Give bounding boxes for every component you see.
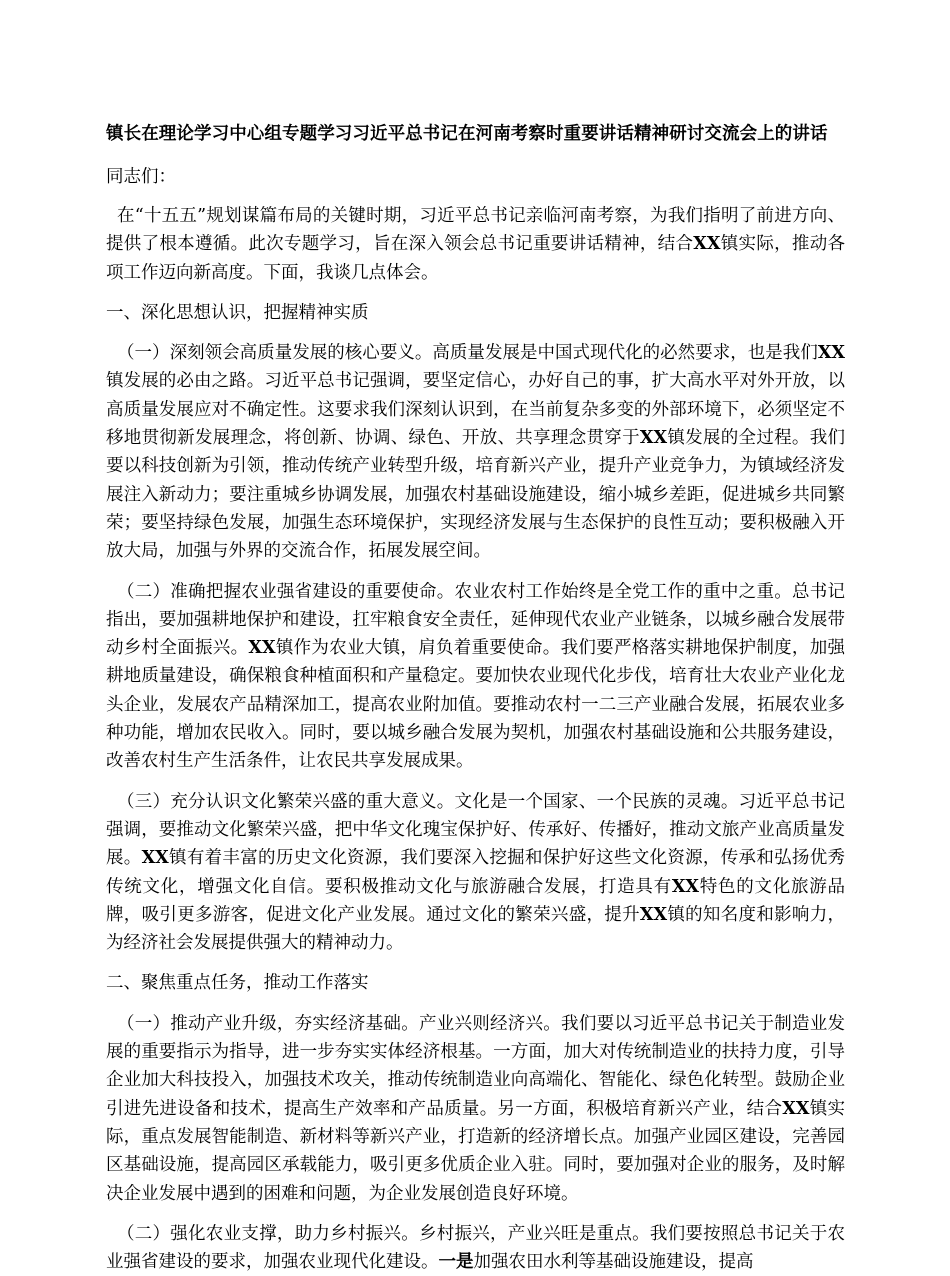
emphasis-text: XX (782, 1098, 810, 1119)
emphasis-text: XX (141, 848, 169, 869)
emphasis-text: XX (248, 638, 276, 659)
emphasis-text: XX (639, 904, 668, 925)
section-heading-1: 一、深化思想认识，把握精神实质 (106, 302, 369, 323)
emphasis-text: XX (639, 428, 668, 449)
section-1-paragraph-2: （二）准确把握农业强省建设的重要使命。农业农村工作始终是全党工作的重中之重。总书记指出，要加强耕地保护和建设，扛牢粮食安全责任，延伸现代农业产业链条，以城乡融合发展带动乡村全面振兴。XX镇作为农业大镇，肩负着重要使命。我们要严格落实耕地保护制度，加强耕地质量建设，确保粮食种植面积和产量稳定。要加快农业现代化步伐，培育壮大农业产业化龙头企业，发展农产品精深加工，提高农业附加值。要推动农村一二三产业融合发展，拓展农业多种功能，增加农民收入。同时，要以城乡融合发展为契机，加强农村基础设施和公共服务建设，改善农村生产生活条件，让农民共享发展成果。 (106, 581, 846, 772)
emphasis-text: 一是 (438, 1252, 474, 1273)
salutation: 同志们： (106, 167, 176, 187)
section-heading-2: 二、聚焦重点任务，推动工作落实 (106, 973, 369, 994)
section-1-paragraph-1: （一）深刻领会高质量发展的核心要义。高质量发展是中国式现代化的必然要求，也是我们XX镇发展的必由之路。习近平总书记强调，要坚定信心，办好自己的事，扩大高水平对外开放，以高质量发展应对不确定性。这要求我们深刻认识到，在当前复杂多变的外部环境下，必须坚定不移地贯彻新发展理念，将创新、协调、绿色、开放、共享理念贯穿于XX镇发展的全过程。我们要以科技创新为引领，推动传统产业转型升级，培育新兴产业，提升产业竞争力，为镇域经济发展注入新动力；要注重城乡协调发展，加强农村基础设施建设，缩小城乡差距，促进城乡共同繁荣；要坚持绿色发展，加强生态环境保护，实现经济发展与生态保护的良性互动；要积极融入开放大局，加强与外界的交流合作，拓展发展空间。 (106, 343, 846, 562)
emphasis-text: XX (693, 234, 721, 255)
opening-paragraph: 在“十五五”规划谋篇布局的关键时期，习近平总书记亲临河南考察，为我们指明了前进方向、提供了根本遵循。此次专题学习，旨在深入领会总书记重要讲话精神，结合XX镇实际，推动各项工作迈向新高度。下面，我谈几点体会。 (106, 206, 846, 283)
section-2-paragraph-2: （二）强化农业支撑，助力乡村振兴。乡村振兴，产业兴旺是重点。我们要按照总书记关于农业强省建设的要求，加强农业现代化建设。一是加强农田水利等基础设施建设，提高 (106, 1223, 845, 1273)
section-2-paragraph-1: （一）推动产业升级，夯实经济基础。产业兴则经济兴。我们要以习近平总书记关于制造业发展的重要指示为指导，进一步夯实实体经济根基。一方面，加大对传统制造业的扶持力度，引导企业加大科技投入，加强技术攻关，推动传统制造业向高端化、智能化、绿色化转型。鼓励企业引进先进设备和技术，提高生产效率和产品质量。另一方面，积极培育新兴产业，结合XX镇实际，重点发展智能制造、新材料等新兴产业，打造新的经济增长点。加强产业园区建设，完善园区基础设施，提高园区承载能力，吸引更多优质企业入驻。同时，要加强对企业的服务，及时解决企业发展中遇到的困难和问题，为企业发展创造良好环境。 (106, 1013, 845, 1204)
emphasis-text: XX (817, 343, 845, 364)
emphasis-text: XX (671, 876, 699, 897)
page-title: 镇长在理论学习中心组专题学习习近平总书记在河南考察时重要讲话精神研讨交流会上的讲话 (106, 124, 828, 144)
section-1-paragraph-3: （三）充分认识文化繁荣兴盛的重大意义。文化是一个国家、一个民族的灵魂。习近平总书记强调，要推动文化繁荣兴盛，把中华文化瑰宝保护好、传承好、传播好，推动文旅产业高质量发展。XX镇有着丰富的历史文化资源，我们要深入挖掘和保护好这些文化资源，传承和弘扬优秀传统文化，增强文化自信。要积极推动文化与旅游融合发展，打造具有XX特色的文化旅游品牌，吸引更多游客，促进文化产业发展。通过文化的繁荣兴盛，提升XX镇的知名度和影响力，为经济社会发展提供强大的精神动力。 (106, 791, 846, 954)
